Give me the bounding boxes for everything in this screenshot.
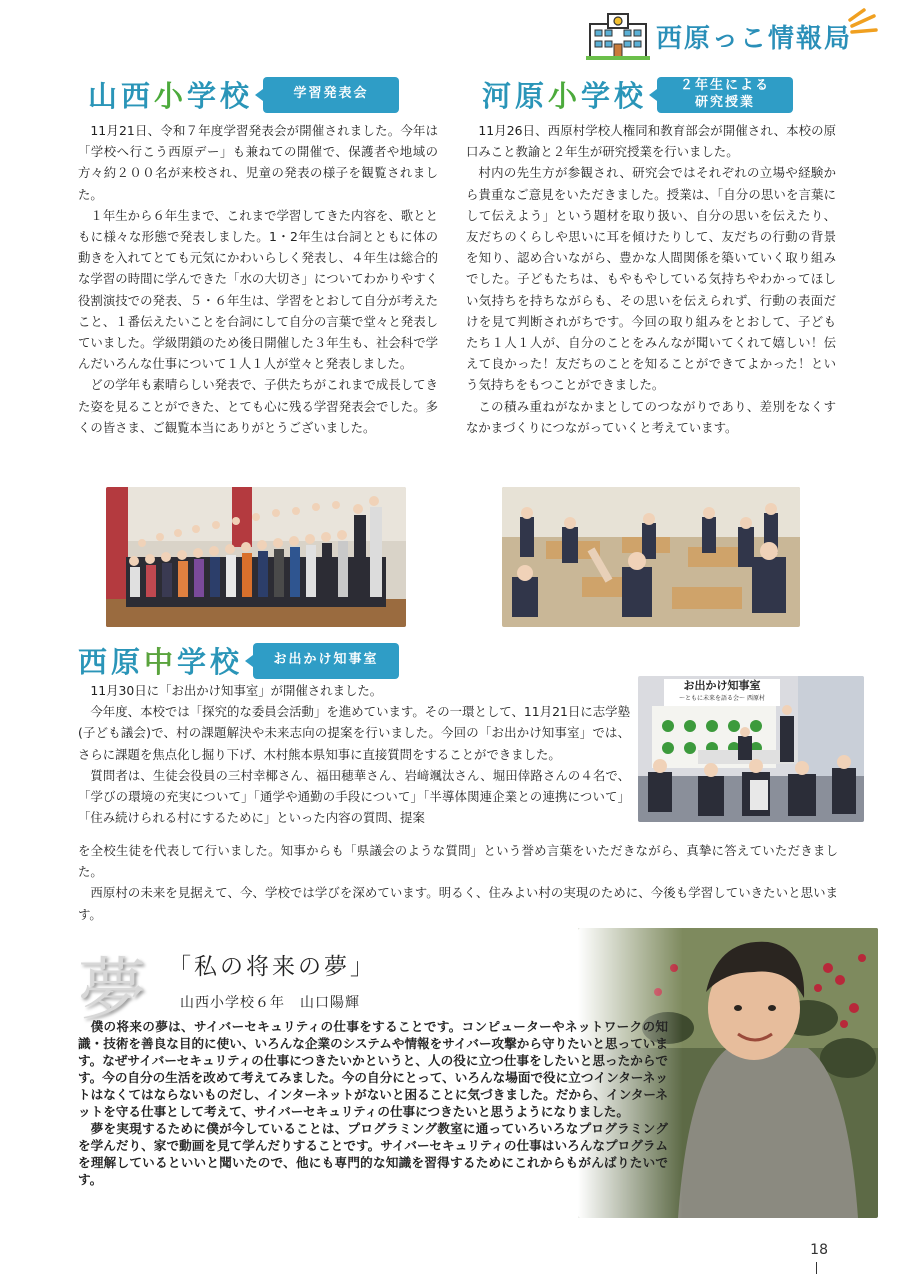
classroom-photo [502,487,800,627]
sanzai-school-name: 山西小学校 [88,79,254,113]
article-paragraph: １年生から６年生まで、これまで学習してきた内容を、歌とともに様々な形態で発表しました。1・2年生は台詞とともに体の動きを入れてとても元気にかわいらしく発表し、４年生は総合的な学習の時間に学んできた「水の大切さ」についてわかりやすく役割演技での発表、５・６年生は、学習をとおして自分が考えたこと、１番伝えたいことを台詞にして自分の言葉で堂々と発表していました。学級閉鎖のため後日開催した３年生も、社会科で学んだいろんな仕事について１人１人が堂々と発表しました。 [78,207,438,372]
dream-kanji-heading: 夢 [78,951,147,1030]
article-paragraph: 今年度、本校では「探究的な委員会活動」を進めています。その一環として、11月21日に志学塾(子ども議会)で、村の課題解決や未来志向の提案を行いました。今回の「お出かけ知事室」では、さらに課題を焦点化し掘り下げ、木村熊本県知事に直接質問をすることができました。 [78,704,630,762]
kawahara-event-tag: ２年生による 研究授業 [657,77,793,113]
dream-title: 「私の将来の夢」 [168,954,376,980]
article-paragraph: この積み重ねがなかまとしてのつながりであり、差別をなくすなかまづくりにつながっていくと考えています。 [466,398,836,435]
article-paragraph: 西原村の未来を見据えて、今、学校では学びを深めています。明るく、住みよい村の実現のために、今後も学習していきたいと思います。 [78,885,838,922]
newsletter-title: 西原っこ情報局 [655,23,852,54]
article-paragraph: どの学年も素晴らしい発表で、子供たちがこれまで成長してきた姿を見ることができた、とても心に残る学習発表会でした。多くの皆さま、ご観覧本当にありがとうございました。 [78,377,438,435]
page-number: 18 [810,1242,828,1258]
article-paragraph: 11月21日、令和７年度学習発表会が開催されました。今年は「学校へ行こう西原デー」も兼ねての開催で、保護者や地域の方々約２００名が来校され、児童の発表の様子を観覧されました。 [78,123,438,202]
essay-paragraph: 夢を実現するために僕が今していることは、プログラミング教室に通っていろいろなプログラミングを学んだり、家で動画を見て学んだりすることです。サイバーセキュリティの仕事はいろんなプログラムを理解しているといいと聞いたので、他にも専門的な知識を習得するためにこれからもがんばりたいです。 [78,1121,668,1187]
nishihara-jhs-event-tag: お出かけ知事室 [253,643,399,679]
sanzai-article [78,120,438,438]
kawahara-school-heading [482,74,793,115]
article-paragraph: 質問者は、生徒会役員の三村幸椰さん、福田穂華さん、岩﨑颯汰さん、堀田倖路さんの４名で、「学びの環境の充実について」「通学や通勤の手段について」「半導体関連企業との連携について」「住み続けられる村にするために」といった内容の質問、提案 [78,767,630,826]
article-paragraph: 11月30日に「お出かけ知事室」が開催されました。 [90,683,383,698]
governor-meeting-photo [638,676,864,822]
photo-sign-subtitle: 〜ともに未来を語る会〜 西原村 [679,695,765,702]
nishihara-jhs-article-narrow [78,680,630,828]
newsletter-header [586,10,852,62]
kawahara-school-name: 河原小学校 [482,79,648,113]
article-paragraph: 11月26日、西原村学校人権同和教育部会が開催され、本校の原口みこと教諭と２年生が研究授業を行いました。 [466,123,836,160]
nishihara-jhs-heading [78,640,399,681]
dream-essay [78,1018,668,1188]
school-building-icon [586,10,650,62]
sanzai-event-tag: 学習発表会 [263,77,399,113]
nishihara-jhs-name: 西原中学校 [78,645,244,679]
article-paragraph: 村内の先生方が参観され、研究会ではそれぞれの立場や経験から貴重なご意見をいただきました。授業は、「自分の思いを言葉にして伝えよう」という題材を取り扱い、自分の思いを伝えたり、友だちのくらしや思いに耳を傾けたりして、友だちの行動の背景を知り、認め合いながら、豊かな人間関係を築いていく取り組みでした。子どもたちは、もやもやしている気持ちやわかってほしい気持ちを持ちながらも、その思いを伝えられず、行動の表面だけを見て判断されがちです。今回の取り組みをとおして、子どもたち１人１人が、自分のことをみんなが聞いてくれて嬉しい！伝えて良かった！友だちのことを知ることができてよかった！という気持ちをもつことができました。 [466,165,836,393]
sanzai-school-heading [88,74,399,115]
presentation-photo [106,487,406,627]
article-paragraph: を全校生徒を代表して行いました。知事からも「県議会のような質問」という誉め言葉をいただきながら、真摯に答えていただきました。 [78,843,838,880]
sparkle-icon [846,8,880,38]
essay-paragraph: 僕の将来の夢は、サイバーセキュリティの仕事をすることです。コンピューターやネットワークの知識・技術を善良な目的に使い、いろんな企業のシステムや情報をサイバー攻撃から守りたいと思っています。なぜサイバーセキュリティの仕事につきたいかというと、人の役に立つ仕事をしたいと思ったからです。今の自分の生活を改めて考えてみました。今の自分にとって、いろんな場面で役に立つインターネットはなくてはならないものだし、インターネットがないと困ることに気づきました。だから、インターネットを守る仕事として考えて、サイバーセキュリティの仕事につきたいと思うようになりました。 [78,1019,668,1119]
kawahara-article [466,120,836,438]
photo-sign [664,679,780,706]
nishihara-jhs-article-wide [78,840,838,925]
dream-author: 山西小学校６年 山口陽輝 [180,995,360,1011]
photo-sign-title: お出かけ知事室 [683,679,761,692]
